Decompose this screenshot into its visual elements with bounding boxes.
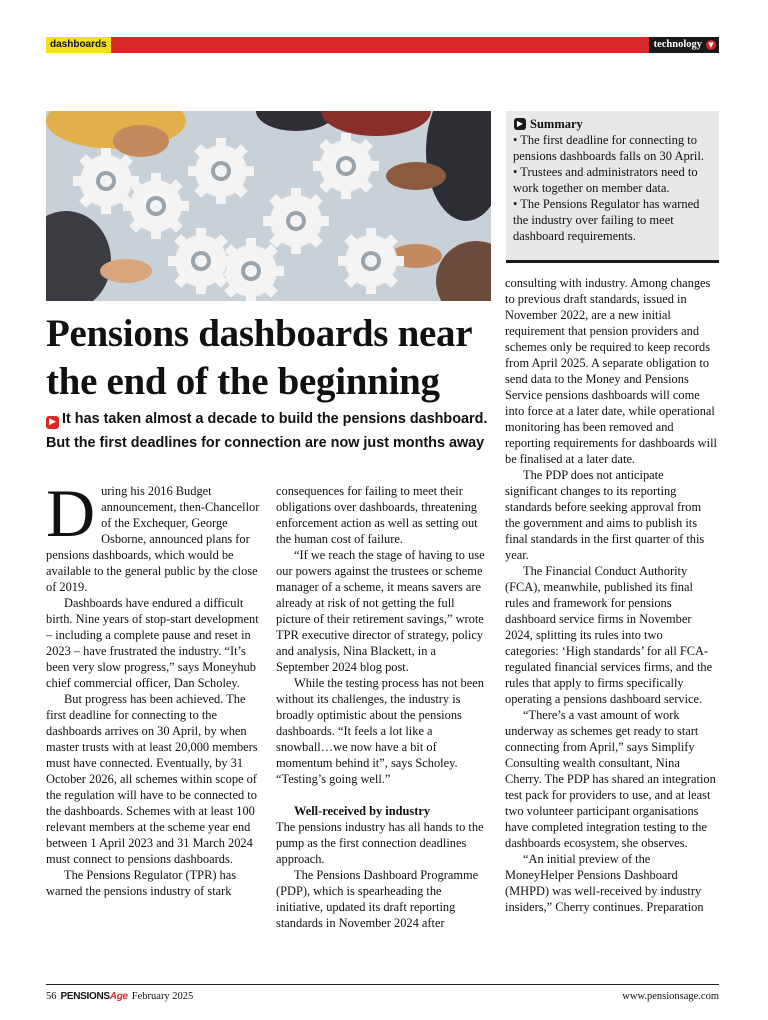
chevron-right-icon: ▶ xyxy=(46,416,59,429)
paragraph: The PDP does not anticipate significant changes to its reporting standards before seeking approval from the government and aims to publish its final standards in the first quarter of this year. xyxy=(505,468,705,562)
paragraph: Dashboards have endured a difficult birth. Nine years of stop-start development – including a complete pause and reset in 2023 – have frustrated the industry. “It’s been very slow progress,” says Moneyhub chief commercial officer, Dan Scholey. xyxy=(46,596,259,690)
paragraph: The Pensions Dashboard Programme (PDP), which is spearheading the initiative, updated its draft reporting standards in November 2024 after xyxy=(276,868,479,930)
issue-date: February 2025 xyxy=(131,991,194,1002)
paragraph: “If we reach the stage of having to use our powers against the trustees or scheme manager of a scheme, it means savers are already at risk of not getting the full picture of their retirement savings,” wrote TPR executive director of strategy, policy and analysis, Nina Blackett, in a September 2024 blog post. xyxy=(276,548,485,674)
article-standfirst xyxy=(46,407,496,455)
article-column-3 xyxy=(505,275,719,915)
summary-heading xyxy=(514,116,711,132)
category-tag[interactable] xyxy=(649,37,719,53)
paragraph: While the testing process has not been without its challenges, the industry is broadly optimistic about the pensions dashboards. “It feels a lot like a snowball…we now have a bit of momentum behind it”, says Scholey. “Testing’s going well.” xyxy=(276,676,484,786)
paragraph: consequences for failing to meet their obligations over dashboards, threatening enforcement action as well as setting out the human cost of failure. xyxy=(276,484,478,546)
publication-logo xyxy=(61,990,128,1004)
article-column-1 xyxy=(46,475,260,899)
paragraph: But progress has been achieved. The first deadline for connecting to the dashboards arrives on 30 April, by when master trusts with at least 20,000 members must have connected. Eventually, by 31 October 2026, all schemes within scope of the regulation will have to be connected to the dashboards. Schemes with at least 100 relevant members at the scheme year end between 1 April 2023 and 31 March 2024 must connect to pensions dashboards. xyxy=(46,692,258,866)
category-tag-label: technology xyxy=(653,39,702,50)
subheading: Well-received by industry xyxy=(294,804,431,818)
summary-item: • The Pensions Regulator has warned the industry over failing to meet dashboard requirements. xyxy=(513,197,700,243)
summary-title: Summary xyxy=(530,117,583,131)
section-bar xyxy=(46,37,719,53)
hero-image xyxy=(46,111,491,301)
paragraph: The pensions industry has all hands to the pump as the first connection deadlines approach. xyxy=(276,820,484,866)
website-url[interactable]: www.pensionsage.com xyxy=(622,991,719,1002)
chevron-right-icon: ▶ xyxy=(514,118,526,130)
paragraph: The Financial Conduct Authority (FCA), meanwhile, published its final rules and framework for pensions dashboard service firms in November 2024, splitting its rules into two categories: ‘High standards’ for all FCA-regulated financial services firms, and the rules that apply to firms specifically operating a pensions dashboard service. xyxy=(505,564,713,706)
article-headline: Pensions dashboards near the end of the beginning xyxy=(46,312,472,403)
paragraph: “An initial preview of the MoneyHelper Pensions Dashboard (MHPD) was well-received by industry insiders,” Cherry continues. Preparation xyxy=(505,852,704,914)
summary-item: • The first deadline for connecting to pensions dashboards falls on 30 April. xyxy=(513,133,704,163)
standfirst-text: It has taken almost a decade to build the pensions dashboard. But the first deadlines for connection are now just months away xyxy=(46,411,488,451)
footer-divider xyxy=(46,984,719,985)
summary-item: • Trustees and administrators need to work together on member data. xyxy=(513,165,698,195)
paragraph: “There’s a vast amount of work underway as schemes get ready to start connecting from April,” says Simplify Consulting wealth consultant, Nina Cherry. The PDP has shared an integration test pack for providers to use, and at least two volunteer participant organisations have completed integration testing to the dashboards ecosystem, she observes. xyxy=(505,708,716,850)
summary-box xyxy=(506,111,719,263)
section-tag[interactable]: dashboards xyxy=(46,37,111,53)
page-number: 56 xyxy=(46,991,57,1002)
drop-cap: D xyxy=(46,475,96,551)
logo-age: Age xyxy=(109,991,128,1002)
article-column-2 xyxy=(276,483,490,931)
chevron-down-icon: ▼ xyxy=(706,40,716,50)
hands-with-gears-illustration xyxy=(46,111,491,301)
logo-pensions: PENSIONS xyxy=(60,991,110,1002)
paragraph: The Pensions Regulator (TPR) has warned the pensions industry of stark xyxy=(46,868,237,898)
footer-left xyxy=(46,990,193,1004)
paragraph: consulting with industry. Among changes to previous draft standards, issued in November 2022, are a new initial requirement that pension providers and schemes only be required to keep records from April 2025. A separate obligation to send data to the Money and Pensions Service pensions dashboards will come into force at a later date, while operational monitoring has been removed and reporting requirements for dashboards will be finalised at a later date. xyxy=(505,276,717,466)
paragraph: uring his 2016 Budget announcement, then-Chancellor of the Exchequer, George Osborne, announced plans for pensions dashboards, which would be available to the general public by the close of 2019. xyxy=(46,484,260,594)
